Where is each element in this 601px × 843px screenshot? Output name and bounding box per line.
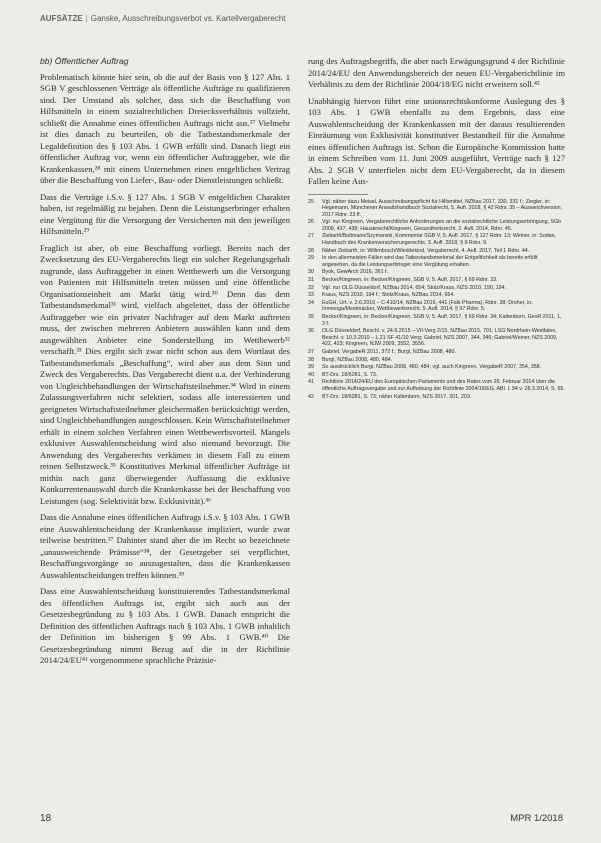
footnote-divider xyxy=(308,194,368,195)
footnote xyxy=(308,300,565,313)
footnote-number: 34 xyxy=(308,299,314,306)
footnote-text: Vgl. näher dazu Meisel, Ausschreibungspflicht für Hilfsmittel, NZBau 2017, 330, 331 f.; Ziegler, in: Hegemann, Münchener Anwaltshandbuch Sozialrecht, 5. Aufl. 2018, § 42 Rdnr. 35 – Ausweichversion, 2017 Rdnr. 23 ff. xyxy=(322,198,562,218)
footnote xyxy=(308,349,565,356)
footnote xyxy=(308,328,565,348)
body-paragraph: Unabhängig hiervon führt eine unionsrechtskonforme Auslegung des § 103 Abs. 1 GWB ebenfalls zu dem Ergebnis, dass eine Auswahlentscheidung der Krankenkassen mit der daraus resultierenden Einräumung von Exklusivität konstitutiver Bestandteil für die Annahme eines öffentlichen Auftrags ist. Schon die Europäische Kommission hatte in einem Schreiben vom 11. Juni 2009 ausgeführt, Verträge nach § 127 Abs. 2 SGB V unterfielen nicht dem EU-Vergaberecht, da in diesem Fallen keine Aus- xyxy=(308,95,565,186)
footnote xyxy=(308,269,565,276)
footnote xyxy=(308,255,565,268)
footnote-text: Gabriel, VergabeR 2011, 372 f.; Burgi, NZBau 2008, 480. xyxy=(322,348,456,355)
footnote-number: 27 xyxy=(308,233,314,240)
footnote-number: 30 xyxy=(308,269,314,276)
header-divider: | xyxy=(85,14,88,23)
footnote xyxy=(308,314,565,327)
footnote-text: OLG Düsseldorf, Beschl. v. 24.6.2015 – VII-Verg 2/15, NZBau 2015, 701; LSG Nordrhein-Westfalen, Beschl. v. 10.3.2010 – L 21 SF 41/10 Verg; Gabriel, NZS 2007, 344, 346; Gabriel/Weiner, NZS 2009, 422, 423; Kingreen, NJW 2009, 3552, 3556. xyxy=(322,328,558,348)
footnote-number: 42 xyxy=(308,393,314,400)
footnote-number: 31 xyxy=(308,277,314,284)
footnote xyxy=(308,364,565,371)
footnote-text: Vgl. nur Kingreen, Vergaberechtliche Anforderungen an die sozialrechtliche Leistungserbringung, SGb 2008, 437, 438; Hausknecht/Kingreen, Gesundheitsrecht, 2. Aufl. 2014, Rdnr. 45. xyxy=(322,219,562,232)
footnotes xyxy=(308,199,565,401)
footnote-number: 28 xyxy=(308,247,314,254)
footnote xyxy=(308,219,565,232)
footnote-text: Vgl. nur OLG Düsseldorf, NZBau 2014, 654; Stolz/Kraus, NZS 2010, 190, 194. xyxy=(322,284,507,291)
header-section: AUFSÄTZE xyxy=(40,14,83,23)
footnote xyxy=(308,379,565,392)
footnote-text: Kraus, NZS 2010, 194 f.; Stolz/Kraus, NZBau 2014, 654. xyxy=(322,292,455,299)
footnote-number: 41 xyxy=(308,379,314,386)
section-subheading: bb) Öffentlicher Auftrag xyxy=(40,56,129,66)
body-paragraph: Fraglich ist aber, ob eine Beschaffung vorliegt. Bereits nach der Zwecksetzung des EU-Vergaberechts liegt ein solcher Regelungsgehalt zugrunde, dass Auftraggeber in einen Wettbewerb um die Versorgung von Patienten mit Hilfsmitteln treten müssen und eine öffentliche Organisationseinheit am Markt tätig wird.³⁰ Denn das dem Tatbestandsmerkmal³¹ wird, vielfach abgeleitet, dass der öffentliche Auftraggeber wie ein privater Nachfrager auf dem Markt auftreten muss, der zwischen mehreren Anbietern auswählen kann und dem ausgewählten Anbieter eine Sonderstellung im Wettbewerb³² verschafft.³³ Dies ergibt sich zwar nicht schon aus dem Wortlaut des Tatbestandsmerkmals „Beschaffung“, wird aber aus dem Sinn und Zweck des Vergaberechts. Das Vergaberecht dient u.a. der Verhinderung von Ungleichbehandlungen der Wirtschaftsteilnehmer.³⁴ Wird in einem Zulassungsverfahren nicht selektiert, sodass alle interessierten und geeigneten Wirtschaftsteilnehmer gleichermaßen berücksichtigt werden, sind Ungleichbehandlungen ausgeschlossen. Kein Wirtschaftsteilnehmer erhält in einem solchen Verfahren einen Wettbewerbsvorteil. Mangels exklusiver Auswahlentscheidung wird also niemand bevorzugt. Die Anwendung des Vergaberechts verkämen in diesem Fall zu einem reinen Selbstzweck.³⁵ Konstitutives Merkmal öffentlicher Aufträge ist mithin nach ganz überwiegender Auffassung die exklusive Konkurrentenauswahl durch die Krankenkasse bei der Beschaffung von Leistungen (sog. Selektivität bzw. Exklusivität).³⁶ xyxy=(40,242,290,506)
journal-issue: MPR 1/2018 xyxy=(510,813,563,824)
page-number: 18 xyxy=(40,813,52,824)
left-column xyxy=(40,56,290,672)
footnote-number: 38 xyxy=(308,356,314,363)
body-paragraph: Dass die Verträge i.S.v. § 127 Abs. 1 SGB V entgeltlichen Charakter haben, ist regelmäßig zu bejahen. Denn die Leistungserbringer erhalten eine Vergütung für die Versorgung der Versicherten mit den jeweiligen Hilfsmitteln.²⁹ xyxy=(40,191,290,236)
footnote-number: 26 xyxy=(308,219,314,226)
footnote-text: Byok, GewArch 2016, 361 f. xyxy=(322,269,388,276)
footnote-text: So ausdrücklich Burgi, NZBau 2008, 480, 484; vgl. auch Kingreen, VergabeR 2007, 354, 358. xyxy=(322,364,542,371)
footnote-text: Ziebarth/Bultmann/Szymanski, Kommentar SGB V, 5. Aufl. 2017, § 127 Rdnr. 13; Weiner, in: Sodan, Handbuch des Krankenversicherungsrechts, 3. Aufl. 2018, § 9 Rdnr. 9. xyxy=(322,233,557,247)
footnote xyxy=(308,199,565,219)
footnote xyxy=(308,277,565,284)
footnote xyxy=(308,248,565,255)
footnote-number: 29 xyxy=(308,255,314,262)
footnote-text: Becker/Kingreen, in: Becker/Kingreen, SGB V, 5. Aufl. 2017, § 69 Rdnr. 34; Kaltenborn, GesR 2011, 1, 3 f. xyxy=(322,314,562,327)
footnote xyxy=(308,285,565,292)
footnote-text: In den allermeisten Fällen wird das Tatbestandsmerkmal der Entgeltlichkeit als bereits erfüllt angesehen, da die Leistungserbringer eine Vergütung erhalten. xyxy=(322,255,538,268)
footnote-number: 25 xyxy=(308,198,314,205)
running-header xyxy=(40,14,581,23)
body-paragraph: Dass die Annahme eines öffentlichen Auftrags i.S.v. § 103 Abs. 1 GWB eine Auswahlentscheidung der Krankenkasse impliziert, wurde zwar teilweise bestritten.³⁷ Dahinter stand aber die im Recht so bezeichnete „unausweichende Prämisse“³⁸, der Gesetzgeber sei verpflichtet, Beschaffungsvorgänge so auszugestalten, dass die Krankenkassen Auswahlentscheidungen treffen können.³⁹ xyxy=(40,512,290,580)
footnote xyxy=(308,372,565,379)
footnote-text: BT-Drs. 18/6281, S. 73. xyxy=(322,371,378,378)
body-paragraph: rung des Auftragsbegriffs, die aber nach Erwägungsgrund 4 der Richtlinie 2014/24/EU den Anwendungsbereich der neuen EU-Vergaberichtlinie im Verhältnis zu dem der Richtlinie 2004/18/EG nicht erweitern soll.⁴² xyxy=(308,56,565,89)
footnote-number: 36 xyxy=(308,328,314,335)
header-title: Ganske, Ausschreibungsverbot vs. Kartellvergaberecht xyxy=(90,14,286,23)
footnote-number: 33 xyxy=(308,292,314,299)
footnote-number: 32 xyxy=(308,284,314,291)
footnote-number: 37 xyxy=(308,348,314,355)
footnote xyxy=(308,233,565,246)
footnote-text: Richtlinie 2014/24/EU des Europäischen Parlaments und des Rates vom 26. Februar 2014 über die öffentliche Auftragsvergabe und zur Aufhebung der Richtlinie 2004/18/EG, ABl. L 94 v. 28.3.2014, S. 65. xyxy=(322,379,565,392)
right-column xyxy=(308,56,565,401)
footnote-text: BT-Drs. 18/6281, S. 73; näher Kaltenborn, NZS 2017, 201, 203. xyxy=(322,393,472,400)
footnote xyxy=(308,292,565,299)
footnote-text: Burgi, NZBau 2008, 480, 484. xyxy=(322,356,393,363)
body-paragraph: Problematisch könnte hier sein, ob die auf der Basis von § 127 Abs. 1 SGB V geschlossenen Verträge als öffentliche Aufträge zu qualifizieren sind. Der Umstand als solcher, dass sich die Beschaffung von Hilfsmitteln in einem sozialrechtlichen Dreiecksverhältnis vollzieht, schließt die Annahme eines öffentlichen Auftrags nicht aus.²⁷ Vielmehr ist dies danach zu beurteilen, ob die Tatbestandsmerkmale der Legaldefinition des § 103 Abs. 1 GWB erfüllt sind. Danach liegt ein öffentlicher Auftrag vor, wenn ein öffentlicher Auftraggeber, wie die Krankenkassen,²⁸ mit einem Unternehmen einen entgeltlichen Vertrag über die Beschaffung von Liefer-, Bau- oder Dienstleistungen schließt. xyxy=(40,71,290,185)
footnote xyxy=(308,394,565,401)
body-paragraph: Dass eine Auswahlentscheidung konstituierendes Tatbestandsmerkmal des öffentlichen Auftrags ist, ergibt sich auch aus der Gesetzesbegründung zu § 103 Abs. 1 GWB. Danach entspricht die Definition des öffentlichen Auftrags nach § 103 Abs. 1 GWB inhaltlich der Definition im bisherigen § 99 Abs. 1 GWB.⁴⁰ Die Gesetzesbegründung nimmt Bezug auf die in der Richtlinie 2014/24/EU⁴¹ vorgenommene sprachliche Präzisie- xyxy=(40,586,290,665)
footnote xyxy=(308,357,565,364)
footnote-text: Näher Ziebarth, in: Willenbruch/Wieddekind, Vergaberecht, 4. Aufl. 2017, Teil 1 Rdnr. 44. xyxy=(322,247,530,254)
footnote-number: 39 xyxy=(308,364,314,371)
footnote-text: EuGH, Urt. v. 2.6.2016 – C-410/14, NZBau 2016, 441 (Falk Pharma), Rdnr. 38; Dreher, in: Immenga/Mestmäcker, Wettbewerbsrecht, 5. Aufl. 2014, § 97 Rdnr. 5. xyxy=(322,299,533,313)
footnote-number: 35 xyxy=(308,314,314,320)
footnote-number: 40 xyxy=(308,371,314,378)
footnote-text: Becker/Kingreen, in: Becker/Kingreen, SGB V, 5. Aufl. 2017, § 69 Rdnr. 33. xyxy=(322,277,498,284)
